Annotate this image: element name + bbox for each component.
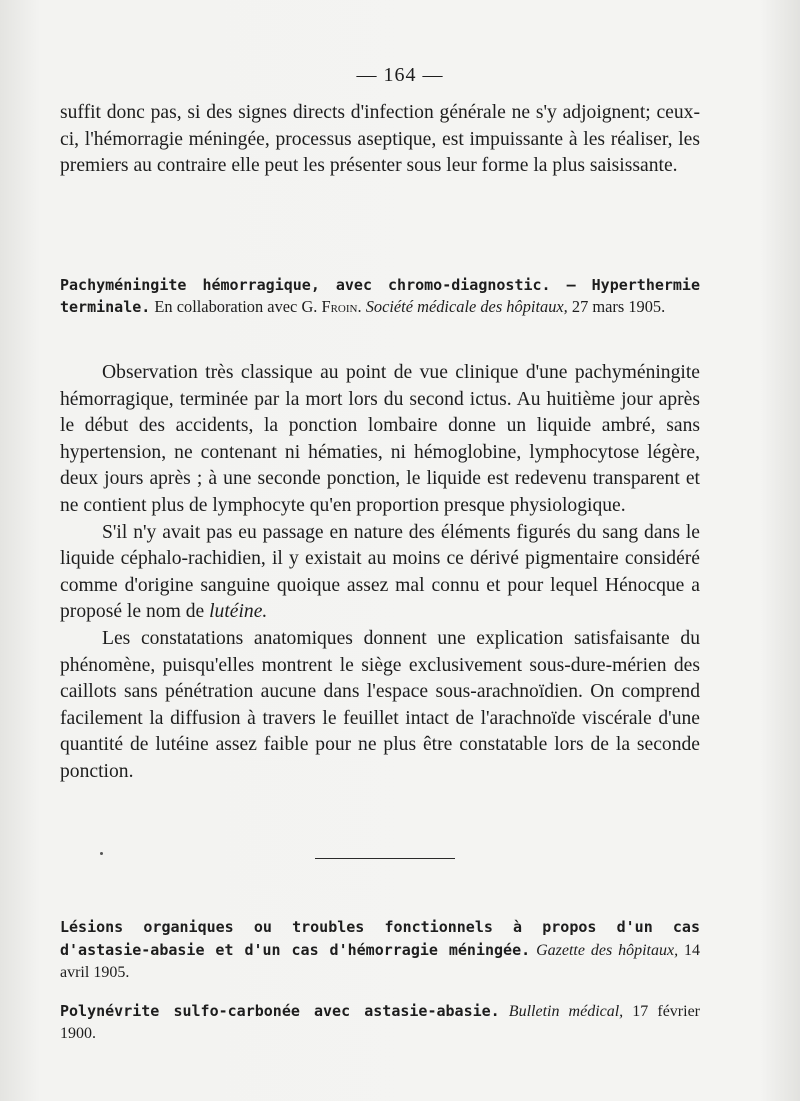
reference-2-title: Lésions organiques ou troubles fonctionnels à propos d'un cas d'astasie-abasie et d'un cas d'hémorragie méningée.: [60, 918, 700, 959]
reference-3-date: 17 février 1900.: [60, 1003, 700, 1042]
reference-1-collab: En collaboration avec: [154, 297, 298, 316]
reference-1-journal: Société médicale des hôpitaux,: [365, 297, 568, 316]
paragraph-luteine: [60, 520, 700, 626]
reference-1-title: Pachyméningite hémorragique, avec chromo-diagnostic. — Hyperthermie terminale.: [60, 276, 700, 316]
main-text: [60, 360, 700, 786]
reference-3: [60, 1000, 700, 1045]
paragraph-luteine-text: S'il n'y avait pas eu passage en nature des éléments figurés du sang dans le liquide céphalo-rachidien, il y existait au moins ce dérivé pigmentaire considéré comme d'origine sanguine quoique assez mal connu et pour lequel Hénocque a proposé le nom de: [60, 521, 700, 623]
reference-1-date: 27 mars 1905.: [571, 297, 666, 316]
reference-2: [60, 916, 700, 984]
page-number: — 164 —: [356, 64, 444, 86]
reference-3-journal: Bulletin médical,: [508, 1003, 624, 1020]
reference-1: [60, 274, 700, 318]
reference-3-title: Polynévrite sulfo-carbonée avec astasie-abasie.: [60, 1002, 500, 1020]
reference-2-date: 14 avril 1905.: [60, 942, 701, 981]
paragraph-observation: Observation très classique au point de vue clinique d'une pachyméningite hémorragique, terminée par la mort lors du second ictus. Au huitième jour après le début des accidents, la ponction lombaire donne un liquide ambré, sans hypertension, ne contenant ni hématies, ni hémoglobine, lymphocytose légère, deux jours après ; à une seconde ponction, le liquide est redevenu transparent et ne contient plus de lymphocyte qu'en proportion presque physiologique.: [60, 362, 700, 516]
top-paragraph: [60, 100, 700, 180]
reference-1-author: G. Froin.: [301, 297, 362, 316]
paragraph-constatations: Les constatations anatomiques donnent une explication satisfaisante du phénomène, puisqu'elles montrent le siège exclusivement sous-dure-mérien des caillots sans pénétration aucune dans l'espace sous-arachnoïdien. On comprend facilement la diffusion à travers le feuillet intact de l'arachnoïde viscérale d'une quantité de lutéine assez faible pour ne plus être constatable lors de la seconde ponction.: [60, 627, 700, 782]
top-paragraph-text: suffit donc pas, si des signes directs d'infection générale ne s'y adjoignent; ceux-ci, l'hémorragie méningée, processus aseptique, est impuissante à les réaliser, les premiers au contraire elle peut les présenter sous leur forme la plus saisissante.: [60, 102, 700, 177]
reference-2-journal: Gazette des hôpitaux,: [536, 942, 679, 959]
ink-dot: [100, 852, 103, 855]
luteine-word: lutéine.: [209, 601, 268, 623]
separator-rule: [315, 858, 455, 859]
